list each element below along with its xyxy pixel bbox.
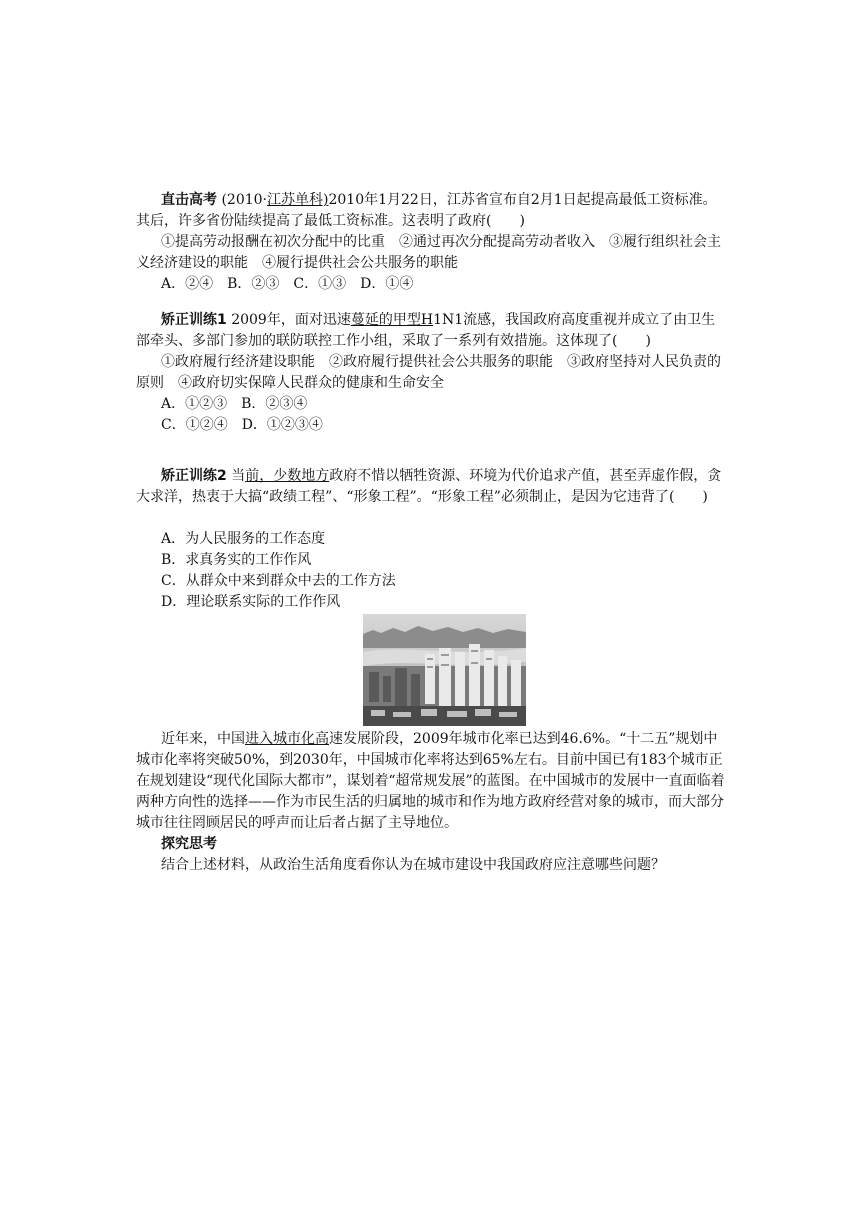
material-text-post: 速发展阶段，2009年城市化率已达到46.6%。“十二五”规划中城市化率将突破50%，到2030年，中国城市化率将达到65%左右。目前中国已有183个城市正在规划建设“现代化国际大都市”，谋划着“超常规发展”的蓝图。在中国城市的发展中一直面临着两种方向性的选择——作为市民生活的归属地的城市和作为地方政府经营对象的城市，而大部分城市往往罔顾居民的呼声而让后者占据了主导地位。 xyxy=(136,731,725,831)
city-photo-drawing xyxy=(363,614,526,726)
q1-stem-text: 2010年1月22日，江苏省宣布自2月1日起提高最低工资标准。其后，许多省份陆续提高了最低工资标准。这表明了政府( ) xyxy=(136,192,717,229)
material-text-link[interactable]: 进入城市化高 xyxy=(245,731,329,747)
q3-stem-link[interactable]: 前，少数地方 xyxy=(245,468,330,484)
material-text xyxy=(136,729,729,834)
q1-source: (2010· xyxy=(217,192,267,208)
q1-label: 直击高考 xyxy=(161,192,217,208)
explore-question: 结合上述材料，从政治生活角度看你认为在城市建设中我国政府应注意哪些问题？ xyxy=(161,857,665,873)
q3-option-a: A．为人民服务的工作态度 xyxy=(161,531,326,547)
q2-items: ①政府履行经济建设职能 ②政府履行提供社会公共服务的职能 ③政府坚持对人民负责的原则 ④政府切实保障人民群众的健康和生命安全 xyxy=(136,354,721,391)
q1-items: ①提高劳动报酬在初次分配中的比重 ②通过再次分配提高劳动者收入 ③履行组织社会主义经济建设的职能 ④履行提供社会公共服务的职能 xyxy=(136,234,721,271)
q2-stem-post: 1N1流感，我国政府高度重视并成立了由卫生部牵头、多部门参加的联防联控工作小组，采取了一系列有效措施。这体现了( ) xyxy=(136,312,716,349)
q1-stem xyxy=(136,190,729,232)
q3-option-d: D．理论联系实际的工作作风 xyxy=(161,594,341,610)
explore-heading xyxy=(136,834,729,855)
q2-stem xyxy=(136,310,729,352)
q1-options: A．②④ B．②③ C．①③ D．①④ xyxy=(161,276,414,292)
q2-options-line2: C．①②④ D．①②③④ xyxy=(161,417,323,433)
q2-label: 矫正训练1 xyxy=(161,312,227,328)
q3-option-c: C．从群众中来到群众中去的工作方法 xyxy=(161,573,396,589)
q2-stem-pre: 2009年，面对迅速 xyxy=(226,312,351,328)
explore-heading-label: 探究思考 xyxy=(161,836,217,852)
q3-stem-post: 政府不惜以牺牲资源、环境为代价追求产值，甚至弄虚作假，贪大求洋，热衷于大搞“政绩工程”、“形象工程”。“形象工程”必须制止，是因为它违背了( ) xyxy=(136,468,722,505)
q2-options-line1: A．①②③ B．②③④ xyxy=(161,396,308,412)
q3-stem-pre: 当 xyxy=(226,468,246,484)
q3-stem xyxy=(136,466,729,508)
city-photo xyxy=(363,614,526,726)
q3-label: 矫正训练2 xyxy=(161,468,227,484)
q1-source-link[interactable]: 江苏单科) xyxy=(267,192,329,208)
material-text-pre: 近年来，中国 xyxy=(161,731,245,747)
q2-stem-link[interactable]: 蔓延的甲型H xyxy=(350,312,434,328)
q3-option-b: B．求真务实的工作作风 xyxy=(161,552,312,568)
